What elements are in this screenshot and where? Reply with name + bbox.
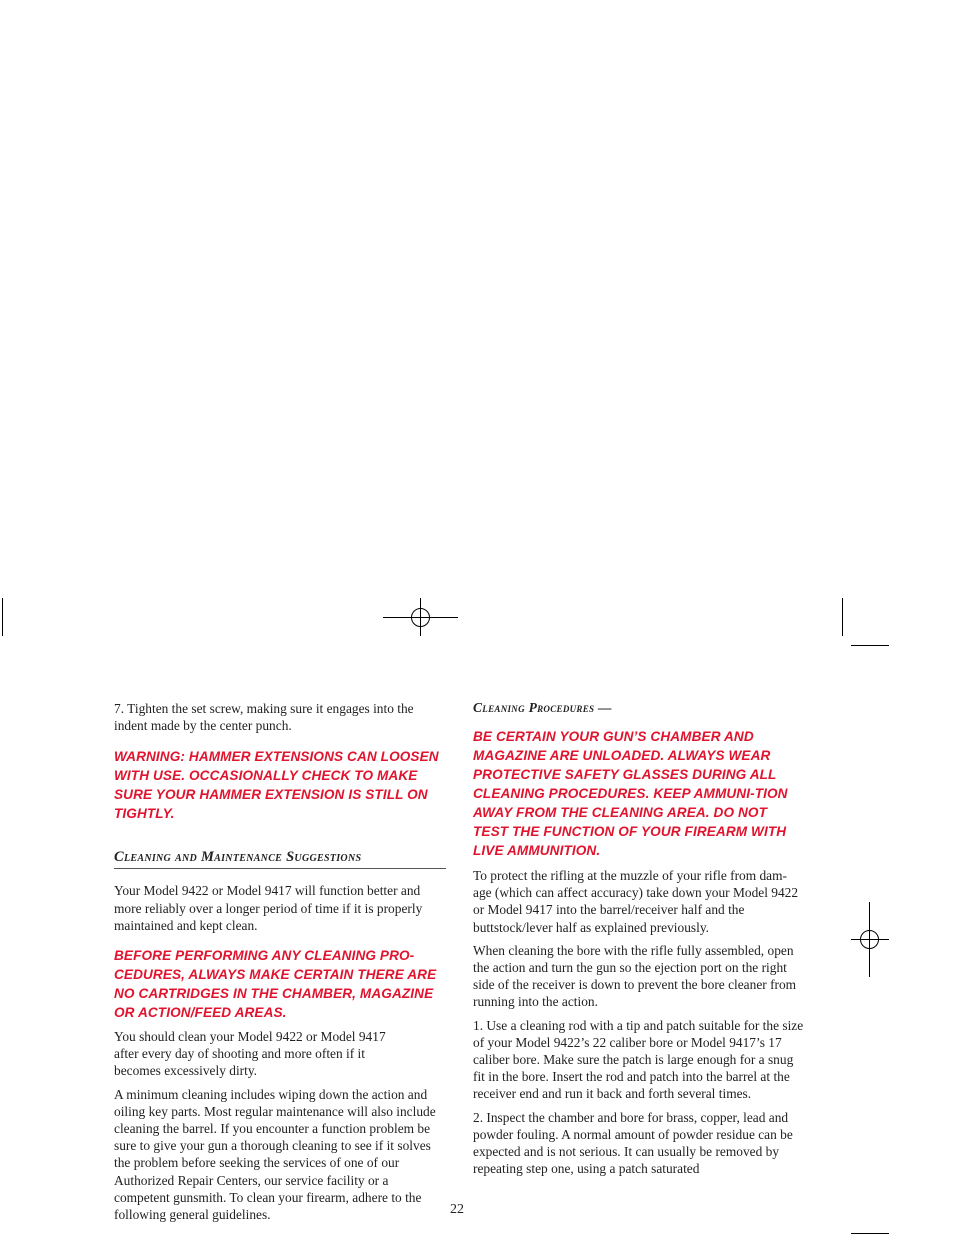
intro-paragraph: Your Model 9422 or Model 9417 will function better and more reliably over a longer period of time if it is properly maintained and kept clean. [114,883,423,933]
cleaning-procedures-heading: Cleaning Procedures — [473,700,612,715]
cleaning-warning: BEFORE PERFORMING ANY CLEANING PRO-CEDURES, ALWAYS MAKE CERTAIN THERE ARE NO CARTRIDGES IN THE CHAMBER, MAGAZINE OR ACTION/FEED AREAS. [114,948,437,1021]
unloaded-warning: BE CERTAIN YOUR GUN’S CHAMBER AND MAGAZINE ARE UNLOADED. ALWAYS WEAR PROTECTIVE SAFETY GLASSES DURING ALL CLEANING PROCEDURES. KEEP AMMUNI-TION AWAY FROM THE CLEANING AREA. DO NOT TEST THE FUNCTION OF YOUR FIREARM WITH LIVE AMMUNITION. [473,729,788,858]
hammer-warning: WARNING: HAMMER EXTENSIONS CAN LOOSEN WITH USE. OCCASIONALLY CHECK TO MAKE SURE YOUR HAMMER EXTENSION IS STILL ON TIGHTLY. [114,749,439,822]
muzzle-protection-paragraph: To protect the rifling at the muzzle of your rifle from dam-age (which can affect accuracy) take down your Model 9422 or Model 9417 into the barrel/receiver half and the buttstock/lever half as explained previously. [473,868,799,935]
cleaning-frequency-paragraph: You should clean your Model 9422 or Model 9417 after every day of shooting and more often if it becomes excessively dirty. [114,1029,386,1079]
step-1-paragraph: 1. Use a cleaning rod with a tip and patch suitable for the size of your Model 9422’s 22 caliber bore or Model 9417’s 17 caliber bore. Make sure the patch is large enough for a snug fit in the bore. Insert the rod and patch into the barrel at the receiver end and run it back and forth several times. [473,1017,804,1102]
crop-mark-right [842,598,843,636]
step-7-text: 7. Tighten the set screw, making sure it engages into the indent made by the center punch. [114,701,414,734]
cleaning-maintenance-heading: Cleaning and Maintenance Suggestions [114,849,362,866]
crop-mark-right-bottom [851,1233,889,1234]
left-column [114,700,446,1229]
minimum-cleaning-paragraph: A minimum cleaning includes wiping down the action and oiling key parts. Most regular maintenance will also include cleaning the barrel. If you encounter a function problem be sure to give your gun a thorough cleaning to see if it solves the problem before seeking the services of one of our Authorized Repair Centers, our service facility or a competent gunsmith. To clean your firearm, adhere to the following general guidelines. [114,1086,436,1223]
crop-mark-left [2,598,3,636]
page-number: 22 [450,1202,464,1217]
section-heading-rule [114,849,446,869]
bore-cleaning-paragraph: When cleaning the bore with the rifle fully assembled, open the action and turn the gun so the ejection port on the right side of the receiver is down to prevent the bore cleaner from running into the action. [473,942,797,1010]
right-column [473,700,805,1183]
step-2-paragraph: 2. Inspect the chamber and bore for brass, copper, lead and powder fouling. A normal amount of powder residue can be expected and is not serious. It can usually be removed by repeating step one, using a patch saturated [473,1109,793,1177]
crop-mark-right-horizontal [851,645,889,646]
